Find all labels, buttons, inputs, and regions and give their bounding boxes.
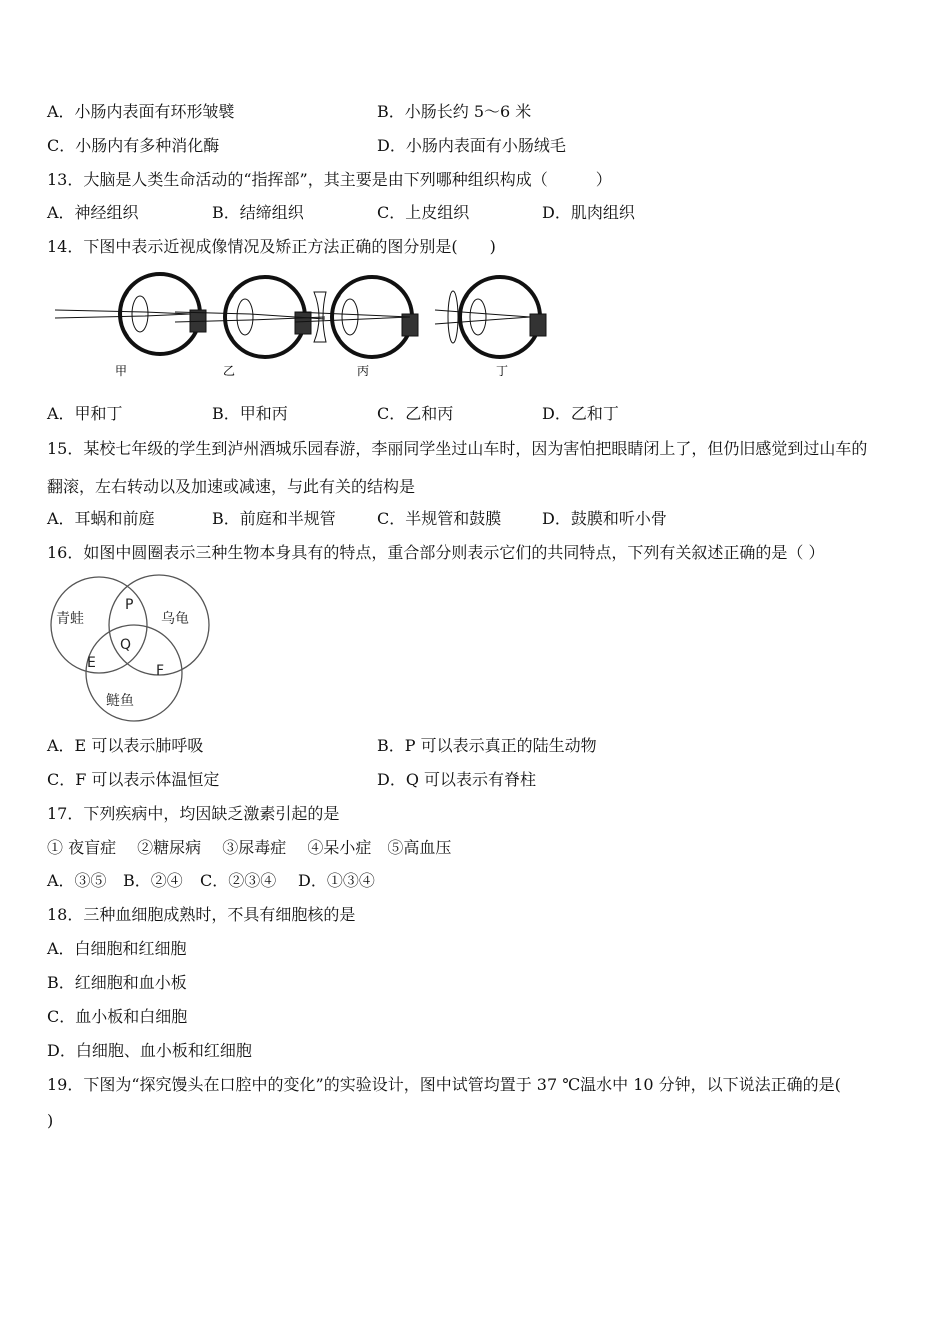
q17-stem: 17．下列疾病中，均因缺乏激素引起的是 xyxy=(47,804,340,823)
q12-option-c: C．小肠内有多种消化酶 xyxy=(47,136,220,155)
q16-option-c: C．F 可以表示体温恒定 xyxy=(47,770,220,789)
q13-stem: 13．大脑是人类生命活动的“指挥部”，其主要是由下列哪种组织构成（ ） xyxy=(47,170,612,189)
eye-diagrams xyxy=(50,272,560,384)
q13-option-c: C．上皮组织 xyxy=(377,203,470,222)
q14-option-d: D．乙和丁 xyxy=(542,404,619,423)
q15-option-c: C．半规管和鼓膜 xyxy=(377,509,502,528)
q12-option-d: D．小肠内表面有小肠绒毛 xyxy=(377,136,566,155)
venn-label-turtle: 乌龟 xyxy=(161,611,189,627)
q19-stem-line2: ) xyxy=(47,1111,54,1130)
q19-stem-line1: 19．下图为“探究馒头在口腔中的变化”的实验设计，图中试管均置于 37 ℃温水中 10 分钟，以下说法正确的是( xyxy=(47,1075,841,1094)
q15-option-b: B．前庭和半规管 xyxy=(212,509,336,528)
venn-label-fish: 鲢鱼 xyxy=(106,693,134,709)
q12-option-b: B．小肠长约 5～6 米 xyxy=(377,102,532,121)
q18-option-b: B．红细胞和血小板 xyxy=(47,973,187,992)
q17-option-b: B．②④ xyxy=(123,871,183,890)
venn-label-e: E xyxy=(87,655,96,671)
q18-option-d: D．白细胞、血小板和红细胞 xyxy=(47,1041,252,1060)
q17-option-c: C．②③④ xyxy=(200,871,277,890)
q14-stem: 14．下图中表示近视成像情况及矫正方法正确的图分别是( ) xyxy=(47,237,496,256)
fig-label-yi: 乙 xyxy=(223,364,236,378)
q15-option-d: D．鼓膜和听小骨 xyxy=(542,509,667,528)
q13-option-b: B．结缔组织 xyxy=(212,203,304,222)
eye-jia xyxy=(55,274,206,354)
eye-ding xyxy=(435,277,546,357)
q16-option-d: D．Q 可以表示有脊柱 xyxy=(377,770,537,789)
fig-label-jia: 甲 xyxy=(115,364,128,378)
q16-stem: 16．如图中圆圈表示三种生物本身具有的特点，重合部分则表示它们的共同特点，下列有关叙述正确的是（ ） xyxy=(47,543,825,562)
q13-option-a: A．神经组织 xyxy=(47,203,139,222)
q15-stem-line2: 翻滚，左右转动以及加速或减速，与此有关的结构是 xyxy=(47,477,416,496)
q14-option-a: A．甲和丁 xyxy=(47,404,123,423)
fig-label-bing: 丙 xyxy=(357,364,370,378)
q14-option-b: B．甲和丙 xyxy=(212,404,288,423)
q14-option-c: C．乙和丙 xyxy=(377,404,454,423)
q18-option-c: C．血小板和白细胞 xyxy=(47,1007,188,1026)
venn-diagram xyxy=(44,573,214,723)
q15-stem-line1: 15．某校七年级的学生到泸州酒城乐园春游，李丽同学坐过山车时，因为害怕把眼睛闭上了，但仍旧感觉到过山车的 xyxy=(47,439,868,458)
venn-label-p: P xyxy=(125,597,134,613)
q17-items: ① 夜盲症 ②糖尿病 ③尿毒症 ④呆小症 ⑤高血压 xyxy=(47,838,452,857)
fig-label-ding: 丁 xyxy=(496,364,509,378)
q17-option-d: D．①③④ xyxy=(298,871,375,890)
q17-option-a: A．③⑤ xyxy=(47,871,107,890)
q15-option-a: A．耳蜗和前庭 xyxy=(47,509,155,528)
q18-stem: 18．三种血细胞成熟时，不具有细胞核的是 xyxy=(47,905,356,924)
venn-label-f: F xyxy=(156,663,165,679)
venn-label-frog: 青蛙 xyxy=(56,611,84,627)
q18-option-a: A．白细胞和红细胞 xyxy=(47,939,187,958)
venn-label-q: Q xyxy=(120,637,132,653)
q16-option-a: A．E 可以表示肺呼吸 xyxy=(47,736,204,755)
q12-option-a: A．小肠内表面有环形皱襞 xyxy=(47,102,235,121)
q13-option-d: D．肌肉组织 xyxy=(542,203,635,222)
q16-option-b: B．P 可以表示真正的陆生动物 xyxy=(377,736,597,755)
